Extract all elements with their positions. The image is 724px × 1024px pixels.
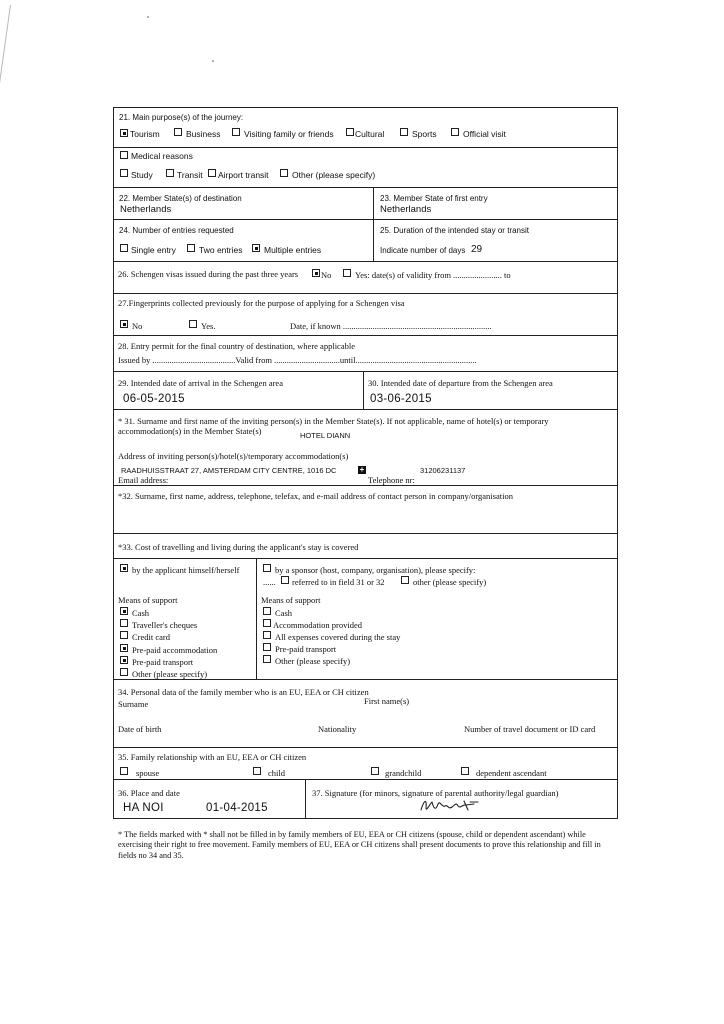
left-option-prepaid-accommodation: Pre-paid accommodation xyxy=(132,645,218,655)
q31-label-2: accommodation(s) in the Member State(s) xyxy=(118,426,262,436)
right-option-accommodation: Accommodation provided xyxy=(273,620,362,630)
checkbox-sponsor-other[interactable] xyxy=(401,576,409,584)
section-31 xyxy=(114,410,617,486)
q36-label: 36. Place and date xyxy=(118,788,180,798)
q24-label: 24. Number of entries requested xyxy=(119,226,234,235)
q25-sub: Indicate number of days xyxy=(380,246,466,255)
q22-value[interactable]: Netherlands xyxy=(120,204,172,215)
checkbox-left-other[interactable] xyxy=(120,668,128,676)
checkbox-right-prepaid-transport[interactable] xyxy=(263,643,271,651)
option-other-purpose: Other (please specify) xyxy=(292,170,376,180)
checkbox-right-cash[interactable] xyxy=(263,607,271,615)
checkbox-applicant-self[interactable] xyxy=(120,564,128,572)
q28-label: 28. Entry permit for the final country of destination, where applicable xyxy=(118,341,355,351)
option-airport-transit: Airport transit xyxy=(218,170,269,180)
q35-grandchild: grandchild xyxy=(385,768,422,778)
left-option-cash: Cash xyxy=(132,608,149,618)
checkbox-single-entry[interactable] xyxy=(120,244,128,252)
q29-value[interactable]: 06-05-2015 xyxy=(123,393,185,405)
q27-no-label: No xyxy=(132,321,143,331)
checkbox-right-accommodation[interactable] xyxy=(263,619,271,627)
section-27 xyxy=(114,294,617,336)
q34-nationality: Nationality xyxy=(318,724,357,734)
section-22-23 xyxy=(114,188,617,220)
q32-label: *32. Surname, first name, address, telephone, telefax, and e-mail address of contact person in company/organisation xyxy=(118,491,513,501)
option-transit: Transit xyxy=(177,170,203,180)
checkbox-study[interactable] xyxy=(120,169,128,177)
q31-email-label: Email address: xyxy=(118,475,169,485)
option-business: Business xyxy=(186,129,221,139)
section-21-more xyxy=(114,148,617,188)
option-visiting-family: Visiting family or friends xyxy=(244,129,334,139)
scan-artifact-line xyxy=(0,5,11,144)
q23-value[interactable]: Netherlands xyxy=(380,204,432,215)
q25-label: 25. Duration of the intended stay or transit xyxy=(380,226,529,235)
checkbox-q27-yes[interactable] xyxy=(189,320,197,328)
option-study: Study xyxy=(131,170,153,180)
q35-dependent-ascendant: dependent ascendant xyxy=(476,768,547,778)
option-medical: Medical reasons xyxy=(131,151,193,161)
option-multiple-entries: Multiple entries xyxy=(264,245,322,255)
q26-label: 26. Schengen visas issued during the past three years xyxy=(118,269,299,279)
checkbox-airport-transit[interactable] xyxy=(208,169,216,177)
section-32 xyxy=(114,486,617,534)
section-36-37 xyxy=(114,780,617,818)
checkbox-left-credit-card[interactable] xyxy=(120,631,128,639)
checkbox-tourism[interactable] xyxy=(120,129,128,137)
checkbox-spouse[interactable] xyxy=(120,767,128,775)
q33-sponsor-label: by a sponsor (host, company, organisation), please specify: xyxy=(275,565,476,575)
checkbox-multiple-entries[interactable] xyxy=(252,244,260,252)
q34-document: Number of travel document or ID card xyxy=(464,724,596,734)
right-option-cash: Cash xyxy=(275,608,292,618)
q27-date: Date, if known ...................................................................... xyxy=(290,321,492,331)
q31-hotel[interactable]: HOTEL DIANN xyxy=(300,431,351,440)
checkbox-visiting-family[interactable] xyxy=(232,128,240,136)
checkbox-q26-no[interactable] xyxy=(312,269,320,277)
q31-address[interactable]: RAADHUISSTRAAT 27, AMSTERDAM CITY CENTRE, 1016 DC xyxy=(121,466,337,475)
q30-label: 30. Intended date of departure from the Schengen area xyxy=(368,378,553,388)
q36-place[interactable]: HA NOI xyxy=(123,802,164,814)
section-29-30 xyxy=(114,372,617,410)
checkbox-dependent-ascendant[interactable] xyxy=(461,767,469,775)
checkbox-left-travellers-cheques[interactable] xyxy=(120,619,128,627)
checkbox-left-prepaid-accommodation[interactable] xyxy=(120,644,128,652)
q22-label: 22. Member State(s) of destination xyxy=(119,194,242,203)
option-cultural: Cultural xyxy=(355,129,385,139)
q37-label: 37. Signature (for minors, signature of parental authority/legal guardian) xyxy=(312,788,559,798)
left-option-prepaid-transport: Pre-paid transport xyxy=(132,657,194,667)
checkbox-left-cash[interactable] xyxy=(120,607,128,615)
q35-spouse: spouse xyxy=(136,768,160,778)
left-option-other: Other (please specify) xyxy=(132,669,208,679)
right-option-other: Other (please specify) xyxy=(275,656,351,666)
checkbox-sponsor[interactable] xyxy=(263,564,271,572)
q26-no-label: No xyxy=(321,270,332,280)
checkbox-cultural[interactable] xyxy=(346,128,354,136)
checkbox-business[interactable] xyxy=(174,128,182,136)
q30-value[interactable]: 03-06-2015 xyxy=(370,393,432,405)
q27-label: 27.Fingerprints collected previously for the purpose of applying for a Schengen visa xyxy=(118,298,405,308)
q26-yes-label: Yes: date(s) of validity from ....................... to xyxy=(355,270,511,280)
q34-label: 34. Personal data of the family member who is an EU, EEA or CH citizen xyxy=(118,687,369,697)
right-option-prepaid-transport: Pre-paid transport xyxy=(275,644,337,654)
q27-yes-label: Yes. xyxy=(201,321,216,331)
q33-self-label: by the applicant himself/herself xyxy=(132,565,240,575)
section-24-25 xyxy=(114,220,617,262)
option-single-entry: Single entry xyxy=(131,245,176,255)
q33-label: *33. Cost of travelling and living during the applicant's stay is covered xyxy=(118,542,359,552)
q34-dob: Date of birth xyxy=(118,724,162,734)
visa-application-form xyxy=(113,107,618,819)
q33-sponsor-other-label: other (please specify) xyxy=(413,577,487,587)
q34-surname: Surname xyxy=(118,699,149,709)
checkbox-medical[interactable] xyxy=(120,151,128,159)
left-option-credit-card: Credit card xyxy=(132,632,170,642)
q35-child: child xyxy=(268,768,285,778)
checkbox-sports[interactable] xyxy=(400,128,408,136)
plus-icon: + xyxy=(359,465,365,474)
footnote: * The fields marked with * shall not be filled in by family members of EU, EEA or CH citizens (spouse, child or dependent ascendant) while exercising their right to free movement. Family members of EU, EEA or CH citizens shall present documents to prove this relationship and fill in fields no 34 and 35. xyxy=(118,830,601,860)
left-option-travellers-cheques: Traveller's cheques xyxy=(132,620,198,630)
checkbox-left-prepaid-transport[interactable] xyxy=(120,656,128,664)
section-35 xyxy=(114,748,617,780)
q35-label: 35. Family relationship with an EU, EEA or CH citizen xyxy=(118,752,307,762)
q25-days[interactable]: 29 xyxy=(471,244,483,255)
section-26 xyxy=(114,262,617,294)
q28-line: Issued by .......................................Valid from ...............................until......................................................... xyxy=(118,355,477,365)
q33-sponsor-dots: ...... xyxy=(263,577,276,587)
q33-means-left: Means of support xyxy=(118,595,178,605)
section-21 xyxy=(114,108,617,148)
q34-first-name: First name(s) xyxy=(364,696,410,706)
section-33 xyxy=(114,534,617,680)
section-34 xyxy=(114,680,617,748)
checkbox-two-entries[interactable] xyxy=(187,244,195,252)
checkbox-grandchild[interactable] xyxy=(371,767,379,775)
q31-phone[interactable]: 31206231137 xyxy=(420,466,466,475)
checkbox-official-visit[interactable] xyxy=(451,128,459,136)
signature xyxy=(418,796,488,816)
q23-label: 23. Member State of first entry xyxy=(380,194,488,203)
scan-dust xyxy=(212,60,214,62)
option-tourism: Tourism xyxy=(130,129,160,139)
q31-address-label: Address of inviting person(s)/hotel(s)/temporary accommodation(s) xyxy=(118,451,349,461)
checkbox-right-other[interactable] xyxy=(263,655,271,663)
checkbox-right-all-expenses[interactable] xyxy=(263,631,271,639)
option-official-visit: Official visit xyxy=(463,129,506,139)
q36-date[interactable]: 01-04-2015 xyxy=(206,802,268,814)
right-option-all-expenses: All expenses covered during the stay xyxy=(275,632,401,642)
checkbox-q27-no[interactable] xyxy=(120,320,128,328)
q31-label-1: * 31. Surname and first name of the inviting person(s) in the Member State(s). If not applicable, name of hotel(s) or temporary xyxy=(118,416,549,426)
q21-label: 21. Main purpose(s) of the journey: xyxy=(119,113,244,122)
q29-label: 29. Intended date of arrival in the Schengen area xyxy=(118,378,283,388)
checkbox-child[interactable] xyxy=(253,767,261,775)
section-28 xyxy=(114,336,617,372)
q33-means-right: Means of support xyxy=(261,595,321,605)
scan-dust xyxy=(147,16,149,18)
q33-referred-label: referred to in field 31 or 32 xyxy=(292,577,385,587)
checkbox-other-purpose[interactable] xyxy=(280,169,288,177)
checkbox-referred-field[interactable] xyxy=(281,576,289,584)
option-two-entries: Two entries xyxy=(199,245,243,255)
option-sports: Sports xyxy=(412,129,437,139)
checkbox-transit[interactable] xyxy=(166,169,174,177)
checkbox-q26-yes[interactable] xyxy=(343,269,351,277)
q31-tel-label: Telephone nr: xyxy=(368,475,415,485)
